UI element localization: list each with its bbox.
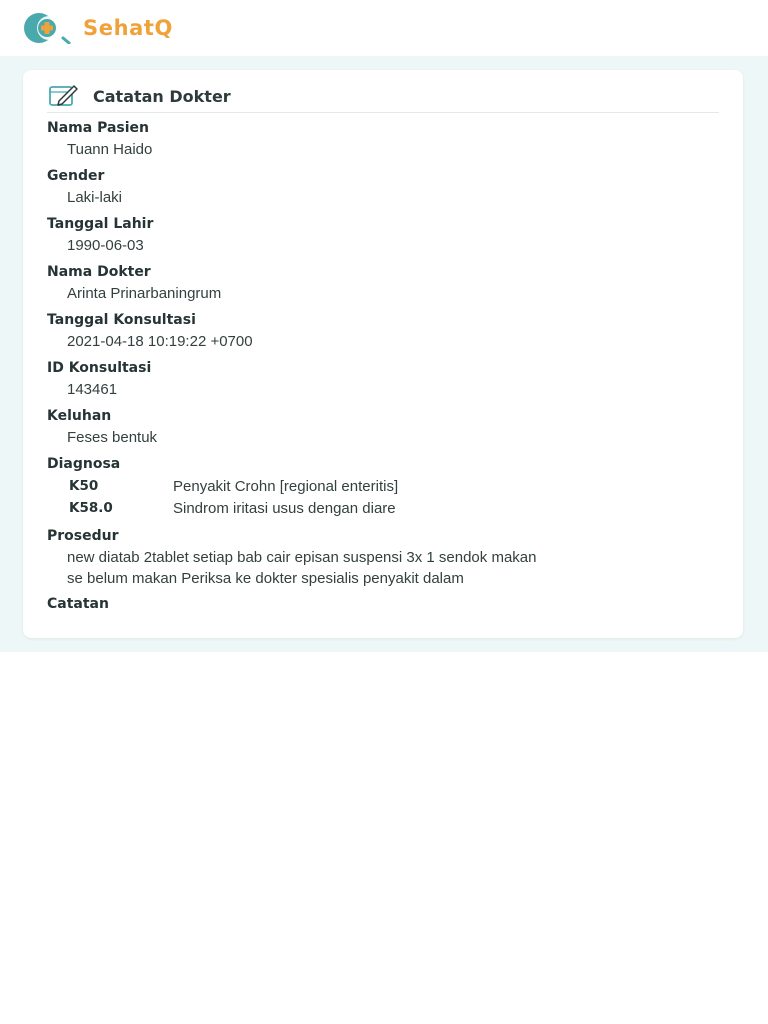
- brand-name[interactable]: SehatQ: [83, 16, 173, 40]
- field-catatan: [47, 595, 719, 619]
- field-nama-pasien: [47, 118, 719, 166]
- field-tanggal-lahir: [47, 214, 719, 262]
- diagnosis-name: Sindrom iritasi usus dengan diare: [173, 500, 396, 517]
- diagnosis-row: [47, 476, 719, 497]
- card-title: Catatan Dokter: [93, 86, 231, 106]
- field-value: 1990-06-03: [67, 237, 144, 254]
- field-diagnosa: [47, 454, 719, 526]
- app-header: [0, 0, 768, 56]
- diagnosis-name: Penyakit Crohn [regional enteritis]: [173, 478, 399, 495]
- field-value: Laki-laki: [67, 189, 123, 206]
- sehatq-logo-icon[interactable]: [23, 12, 73, 44]
- card-header: [47, 80, 719, 113]
- field-gender: [47, 166, 719, 214]
- procedure-line: new diatab 2tablet setiap bab cair episan suspensi 3x 1 sendok makan: [67, 549, 537, 566]
- diagnosis-code: K58.0: [69, 500, 113, 516]
- edit-note-icon: [47, 82, 79, 110]
- field-label: Catatan: [47, 596, 109, 612]
- field-nama-dokter: [47, 262, 719, 310]
- diagnosis-code: K50: [69, 478, 99, 494]
- procedure-line: se belum makan Periksa ke dokter spesialis penyakit dalam: [67, 570, 464, 587]
- field-id-konsultasi: [47, 358, 719, 406]
- field-prosedur: [47, 526, 719, 595]
- field-keluhan: [47, 406, 719, 454]
- notes-content: [47, 118, 719, 619]
- field-label: Keluhan: [47, 408, 112, 424]
- diagnosis-row: [47, 498, 719, 519]
- field-tanggal-konsultasi: [47, 310, 719, 358]
- field-label: Prosedur: [47, 528, 119, 544]
- field-label: Gender: [47, 168, 105, 184]
- field-label: Tanggal Konsultasi: [47, 312, 196, 328]
- field-value: Tuann Haido: [67, 141, 153, 158]
- field-label: Nama Pasien: [47, 120, 149, 136]
- field-label: Tanggal Lahir: [47, 216, 154, 232]
- field-label: Diagnosa: [47, 456, 121, 472]
- field-value: 143461: [67, 381, 118, 398]
- field-value: Arinta Prinarbaningrum: [67, 285, 222, 302]
- field-label: Nama Dokter: [47, 264, 151, 280]
- doctor-notes-card: [23, 70, 743, 638]
- field-value: Feses bentuk: [67, 429, 158, 446]
- field-label: ID Konsultasi: [47, 360, 152, 376]
- field-value: 2021-04-18 10:19:22 +0700: [67, 333, 253, 350]
